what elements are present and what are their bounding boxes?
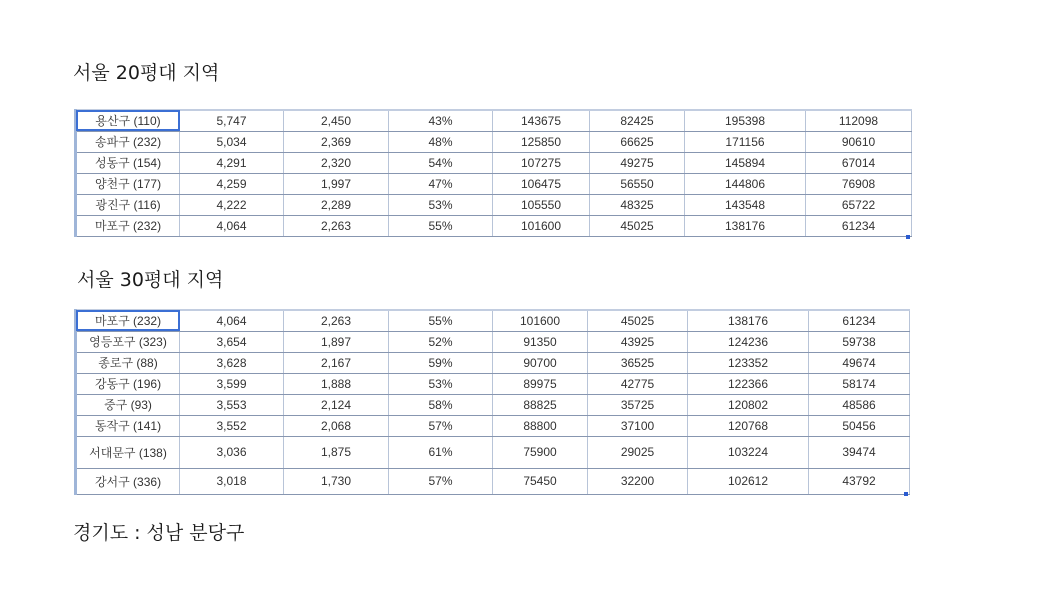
value-cell[interactable]: 171156 xyxy=(685,131,806,152)
table-row xyxy=(76,468,910,494)
value-cell[interactable]: 1,897 xyxy=(284,331,389,352)
value-cell[interactable]: 3,018 xyxy=(180,468,284,494)
value-cell[interactable]: 138176 xyxy=(685,215,806,236)
value-cell[interactable]: 29025 xyxy=(588,436,688,468)
value-cell[interactable]: 120802 xyxy=(688,394,809,415)
value-cell[interactable]: 143675 xyxy=(493,110,590,131)
value-cell[interactable]: 4,291 xyxy=(180,152,284,173)
value-cell[interactable]: 58174 xyxy=(809,373,910,394)
value-cell[interactable]: 120768 xyxy=(688,415,809,436)
value-cell[interactable]: 3,628 xyxy=(180,352,284,373)
value-cell[interactable]: 39474 xyxy=(809,436,910,468)
table-row xyxy=(76,436,910,468)
value-cell[interactable]: 4,064 xyxy=(180,215,284,236)
section-heading-seoul-20: 서울 20평대 지역 xyxy=(73,62,220,84)
table-row xyxy=(76,394,910,415)
value-cell[interactable]: 49674 xyxy=(809,352,910,373)
selection-handle[interactable] xyxy=(904,492,908,496)
value-cell[interactable]: 91350 xyxy=(493,331,588,352)
region-cell[interactable]: 중구 (93) xyxy=(76,394,180,415)
value-cell[interactable]: 2,167 xyxy=(284,352,389,373)
value-cell[interactable]: 76908 xyxy=(806,173,912,194)
value-cell[interactable]: 43925 xyxy=(588,331,688,352)
value-cell[interactable]: 55% xyxy=(389,215,493,236)
region-cell[interactable]: 마포구 (232) xyxy=(76,310,180,331)
value-cell[interactable]: 2,068 xyxy=(284,415,389,436)
region-cell[interactable]: 영등포구 (323) xyxy=(76,331,180,352)
value-cell[interactable]: 47% xyxy=(389,173,493,194)
region-cell[interactable]: 광진구 (116) xyxy=(76,194,180,215)
value-cell[interactable]: 90610 xyxy=(806,131,912,152)
value-cell[interactable]: 195398 xyxy=(685,110,806,131)
value-cell[interactable]: 122366 xyxy=(688,373,809,394)
section-heading-seoul-30: 서울 30평대 지역 xyxy=(77,269,224,291)
value-cell[interactable]: 1,875 xyxy=(284,436,389,468)
value-cell[interactable]: 61234 xyxy=(809,310,910,331)
table-row xyxy=(76,373,910,394)
value-cell[interactable]: 66625 xyxy=(590,131,685,152)
value-cell[interactable]: 35725 xyxy=(588,394,688,415)
region-cell[interactable]: 양천구 (177) xyxy=(76,173,180,194)
value-cell[interactable]: 2,369 xyxy=(284,131,389,152)
value-cell[interactable]: 2,450 xyxy=(284,110,389,131)
value-cell[interactable]: 106475 xyxy=(493,173,590,194)
value-cell[interactable]: 125850 xyxy=(493,131,590,152)
value-cell[interactable]: 101600 xyxy=(493,215,590,236)
value-cell[interactable]: 5,747 xyxy=(180,110,284,131)
table-row xyxy=(76,131,912,152)
value-cell[interactable]: 4,064 xyxy=(180,310,284,331)
value-cell[interactable]: 1,888 xyxy=(284,373,389,394)
value-cell[interactable]: 101600 xyxy=(493,310,588,331)
value-cell[interactable]: 48325 xyxy=(590,194,685,215)
value-cell[interactable]: 43792 xyxy=(809,468,910,494)
table-row xyxy=(76,173,912,194)
value-cell[interactable]: 75900 xyxy=(493,436,588,468)
value-cell[interactable]: 3,036 xyxy=(180,436,284,468)
region-cell[interactable]: 동작구 (141) xyxy=(76,415,180,436)
value-cell[interactable]: 48586 xyxy=(809,394,910,415)
table-row xyxy=(76,415,910,436)
value-cell[interactable]: 59738 xyxy=(809,331,910,352)
value-cell[interactable]: 103224 xyxy=(688,436,809,468)
selection-handle[interactable] xyxy=(906,235,910,239)
region-cell[interactable]: 종로구 (88) xyxy=(76,352,180,373)
region-cell[interactable]: 송파구 (232) xyxy=(76,131,180,152)
value-cell[interactable]: 75450 xyxy=(493,468,588,494)
table-row xyxy=(76,110,912,131)
value-cell[interactable]: 36525 xyxy=(588,352,688,373)
table-row xyxy=(76,310,910,331)
value-cell[interactable]: 112098 xyxy=(806,110,912,131)
value-cell[interactable]: 102612 xyxy=(688,468,809,494)
value-cell[interactable]: 61234 xyxy=(806,215,912,236)
value-cell[interactable]: 2,263 xyxy=(284,215,389,236)
value-cell[interactable]: 52% xyxy=(389,331,493,352)
value-cell[interactable]: 56550 xyxy=(590,173,685,194)
value-cell[interactable]: 58% xyxy=(389,394,493,415)
value-cell[interactable]: 123352 xyxy=(688,352,809,373)
value-cell[interactable]: 45025 xyxy=(588,310,688,331)
value-cell[interactable]: 45025 xyxy=(590,215,685,236)
region-cell[interactable]: 강서구 (336) xyxy=(76,468,180,494)
value-cell[interactable]: 59% xyxy=(389,352,493,373)
value-cell[interactable]: 53% xyxy=(389,194,493,215)
table-row xyxy=(76,194,912,215)
value-cell[interactable]: 143548 xyxy=(685,194,806,215)
region-cell[interactable]: 성동구 (154) xyxy=(76,152,180,173)
value-cell[interactable]: 2,289 xyxy=(284,194,389,215)
value-cell[interactable]: 49275 xyxy=(590,152,685,173)
region-cell[interactable]: 서대문구 (138) xyxy=(76,436,180,468)
value-cell[interactable]: 57% xyxy=(389,415,493,436)
section-heading-gyeonggi: 경기도 : 성남 분당구 xyxy=(73,522,245,544)
value-cell[interactable]: 107275 xyxy=(493,152,590,173)
value-cell[interactable]: 124236 xyxy=(688,331,809,352)
table-row xyxy=(76,331,910,352)
region-cell[interactable]: 강동구 (196) xyxy=(76,373,180,394)
value-cell[interactable]: 42775 xyxy=(588,373,688,394)
value-cell[interactable]: 88825 xyxy=(493,394,588,415)
value-cell[interactable]: 32200 xyxy=(588,468,688,494)
region-cell[interactable]: 용산구 (110) xyxy=(76,110,180,131)
value-cell[interactable]: 5,034 xyxy=(180,131,284,152)
table-row xyxy=(76,352,910,373)
value-cell[interactable]: 3,552 xyxy=(180,415,284,436)
value-cell[interactable]: 2,124 xyxy=(284,394,389,415)
table-seoul-30 xyxy=(74,309,910,495)
value-cell[interactable]: 43% xyxy=(389,110,493,131)
table-seoul-20 xyxy=(74,109,912,237)
value-cell[interactable]: 145894 xyxy=(685,152,806,173)
value-cell[interactable]: 4,259 xyxy=(180,173,284,194)
value-cell[interactable]: 82425 xyxy=(590,110,685,131)
value-cell[interactable]: 57% xyxy=(389,468,493,494)
value-cell[interactable]: 67014 xyxy=(806,152,912,173)
value-cell[interactable]: 2,320 xyxy=(284,152,389,173)
value-cell[interactable]: 3,654 xyxy=(180,331,284,352)
value-cell[interactable]: 53% xyxy=(389,373,493,394)
region-cell[interactable]: 마포구 (232) xyxy=(76,215,180,236)
value-cell[interactable]: 89975 xyxy=(493,373,588,394)
value-cell[interactable]: 37100 xyxy=(588,415,688,436)
value-cell[interactable]: 1,730 xyxy=(284,468,389,494)
value-cell[interactable]: 138176 xyxy=(688,310,809,331)
value-cell[interactable]: 48% xyxy=(389,131,493,152)
value-cell[interactable]: 54% xyxy=(389,152,493,173)
value-cell[interactable]: 105550 xyxy=(493,194,590,215)
value-cell[interactable]: 50456 xyxy=(809,415,910,436)
table-row xyxy=(76,215,912,236)
value-cell[interactable]: 90700 xyxy=(493,352,588,373)
value-cell[interactable]: 55% xyxy=(389,310,493,331)
table-row xyxy=(76,152,912,173)
value-cell[interactable]: 2,263 xyxy=(284,310,389,331)
value-cell[interactable]: 88800 xyxy=(493,415,588,436)
value-cell[interactable]: 144806 xyxy=(685,173,806,194)
value-cell[interactable]: 3,599 xyxy=(180,373,284,394)
value-cell[interactable]: 4,222 xyxy=(180,194,284,215)
value-cell[interactable]: 65722 xyxy=(806,194,912,215)
value-cell[interactable]: 3,553 xyxy=(180,394,284,415)
value-cell[interactable]: 61% xyxy=(389,436,493,468)
value-cell[interactable]: 1,997 xyxy=(284,173,389,194)
